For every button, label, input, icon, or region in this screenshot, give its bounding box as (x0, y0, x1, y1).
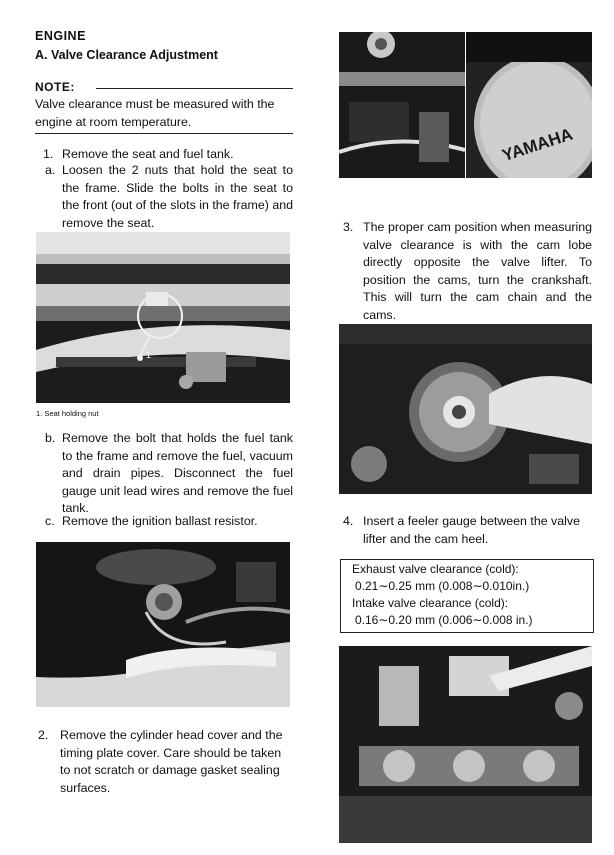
exhaust-clearance-label: Exhaust valve clearance (cold): (352, 562, 519, 576)
yamaha-cover-illustration (466, 32, 592, 178)
photo-ballast-resistor (36, 542, 290, 707)
step-letter: c. (45, 514, 55, 528)
photo-feeler-gauge (339, 646, 592, 843)
step-text: Remove the seat and fuel tank. (62, 147, 234, 161)
photo-crankshaft (339, 324, 592, 494)
step-1a (45, 162, 293, 232)
step-3 (343, 219, 592, 324)
note-label: NOTE: (35, 80, 75, 94)
step-text: The proper cam position when measuring valve clearance is with the cam lobe directly opposite the valve lifter. To position the cams, turn the crankshaft. This will turn the cam chain and the cams. (363, 220, 592, 322)
step-number: 3. (343, 220, 354, 234)
subsection-title: A. Valve Clearance Adjustment (35, 48, 218, 62)
valve-clearance-spec-box (340, 559, 594, 633)
step-number: 2. (38, 728, 49, 742)
ballast-resistor-illustration (36, 542, 290, 707)
photo-head-cover (339, 32, 465, 178)
step-1c (45, 513, 293, 531)
step-4 (343, 513, 592, 548)
step-letter: b. (45, 431, 56, 445)
photo-seat-frame (36, 232, 290, 403)
note-top-rule (96, 88, 293, 89)
note-bottom-rule (35, 133, 293, 134)
intake-clearance-value: 0.16∼0.20 mm (0.006∼0.008 in.) (355, 613, 533, 627)
intake-clearance-label: Intake valve clearance (cold): (352, 596, 509, 610)
section-title: ENGINE (35, 29, 86, 43)
step-text: Remove the cylinder head cover and the timing plate cover. Care should be taken to not scratch or damage gasket sealing surfaces. (60, 728, 283, 795)
step-text: Remove the bolt that holds the fuel tank to the frame and remove the fuel, vacuum and drain pipes. Disconnect the fuel gauge unit lead wires and remove the fuel tank. (62, 431, 293, 515)
step-1 (43, 146, 293, 164)
step-number: 1. (43, 147, 54, 161)
yamaha-logo: YAMAHA (499, 124, 576, 166)
step-2 (38, 727, 293, 797)
exhaust-clearance-value: 0.21∼0.25 mm (0.008∼0.010in.) (355, 579, 530, 593)
step-text: Loosen the 2 nuts that hold the seat to the frame. Slide the bolts in the seat to the front (out of the slots in the frame) and remove the seat. (62, 163, 293, 230)
step-text: Remove the ignition ballast resistor. (62, 514, 258, 528)
step-letter: a. (45, 163, 56, 177)
feeler-gauge-illustration (339, 646, 592, 843)
crankshaft-illustration (339, 324, 592, 494)
step-1b (45, 430, 293, 518)
figure-caption: 1. Seat holding nut (36, 409, 99, 418)
note-text: Valve clearance must be measured with the engine at room temperature. (35, 97, 275, 129)
step-number: 4. (343, 514, 354, 528)
photo-yamaha-cover (466, 32, 592, 178)
figure-callout: 1 (146, 350, 152, 360)
seat-frame-illustration (36, 232, 290, 403)
step-text: Insert a feeler gauge between the valve lifter and the cam heel. (363, 514, 580, 546)
head-cover-illustration (339, 32, 465, 178)
